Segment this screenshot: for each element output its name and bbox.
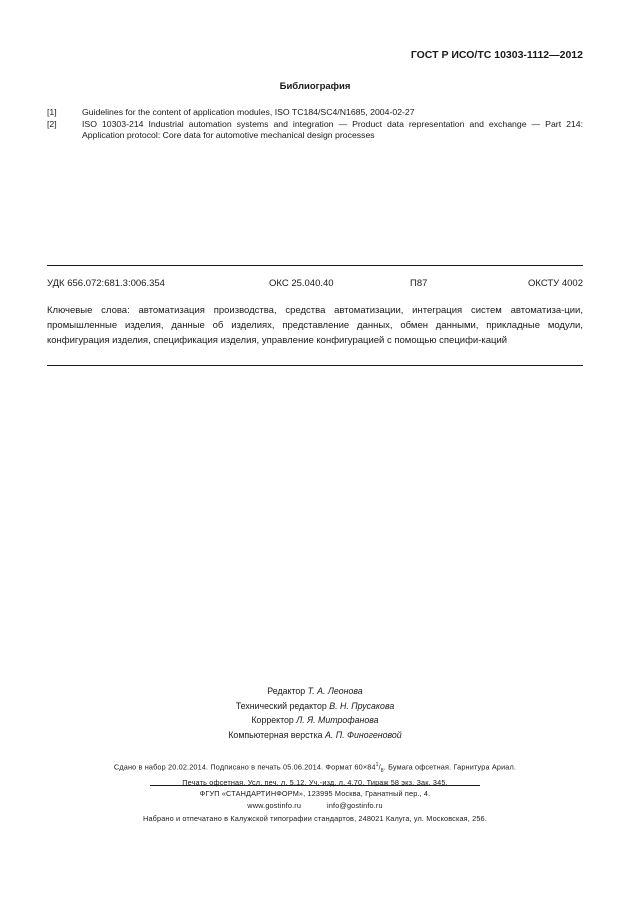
keywords-paragraph: Ключевые слова: автоматизация производства, средства автоматизации, интеграция систем автоматиза-ции, промышленные изделия, данные об изделиях, представление данных, обмен данными, прикладные модули, конфигурация изделия, спецификация изделия, управление конфигурацией с помощью специфи-каций — [47, 305, 583, 346]
credit-role: Компьютерная верстка — [228, 729, 323, 740]
credit-role: Технический редактор — [235, 700, 327, 711]
imprint-line-1: Сдано в набор 20.02.2014. Подписано в печать 05.06.2014. Формат $60\times 84^1/_8$. Бумага офсетная. Гарнитура Ариал. — [113, 762, 517, 774]
imprint-line-2: Печать офсетная. Усл. печ. л. 5,12. Уч.-изд. л. 4,70. Тираж 58 экз. Зак. 345. — [182, 778, 448, 788]
credit-name: Т. А. Леонова — [307, 686, 363, 696]
credits-block — [0, 684, 630, 742]
publisher-contacts — [0, 800, 630, 812]
credit-role: Корректор — [251, 715, 294, 725]
credit-tech-editor — [0, 699, 630, 714]
classification-top-rule — [47, 265, 583, 266]
credit-name: Л. Я. Митрофанова — [296, 715, 379, 725]
publisher-block — [0, 788, 630, 825]
keywords-bottom-rule — [47, 365, 583, 366]
bibliography-entry-number: [2] — [47, 118, 57, 129]
publisher-email[interactable]: info@gostinfo.ru — [327, 801, 383, 811]
credit-name: В. Н. Прусакова — [329, 700, 395, 711]
bibliography-entry — [47, 107, 583, 119]
credit-role: Редактор — [267, 686, 306, 696]
udk-code: УДК 656.072:681.3:006.354 — [47, 278, 165, 289]
bibliography-entry — [47, 119, 583, 142]
bibliography-list — [47, 107, 583, 142]
bibliography-entry-text: ISO 10303-214 Industrial automation systems and integration — Product data representation and exchange — Part 214: Application protocol: Core data for automotive mechanical design processes — [82, 118, 583, 140]
bibliography-entry-text: Guidelines for the content of application modules, ISO TC184/SC4/N1685, 2004-02-27 — [82, 107, 415, 117]
p-code: П87 — [410, 278, 428, 289]
credit-layout — [0, 728, 630, 743]
credit-editor — [0, 684, 630, 699]
bibliography-title: Библиография — [279, 81, 351, 92]
publisher-address: ФГУП «СТАНДАРТИНФОРМ», 123995 Москва, Гранатный пер., 4. — [199, 789, 431, 798]
credit-name: А. П. Финогеновой — [324, 729, 402, 740]
oks-code: ОКС 25.040.40 — [269, 278, 334, 289]
publisher-printer: Набрано и отпечатано в Калужской типографии стандартов, 248021 Калуга, ул. Московская, 256. — [143, 813, 487, 823]
publisher-rule — [150, 785, 480, 786]
bibliography-entry-number: [1] — [47, 107, 57, 117]
okstu-code: ОКСТУ 4002 — [528, 278, 583, 289]
document-code: ГОСТ Р ИСО/ТС 10303-1112—2012 — [410, 49, 583, 61]
credit-proofreader — [0, 713, 630, 728]
publisher-website[interactable]: www.gostinfo.ru — [247, 801, 302, 811]
